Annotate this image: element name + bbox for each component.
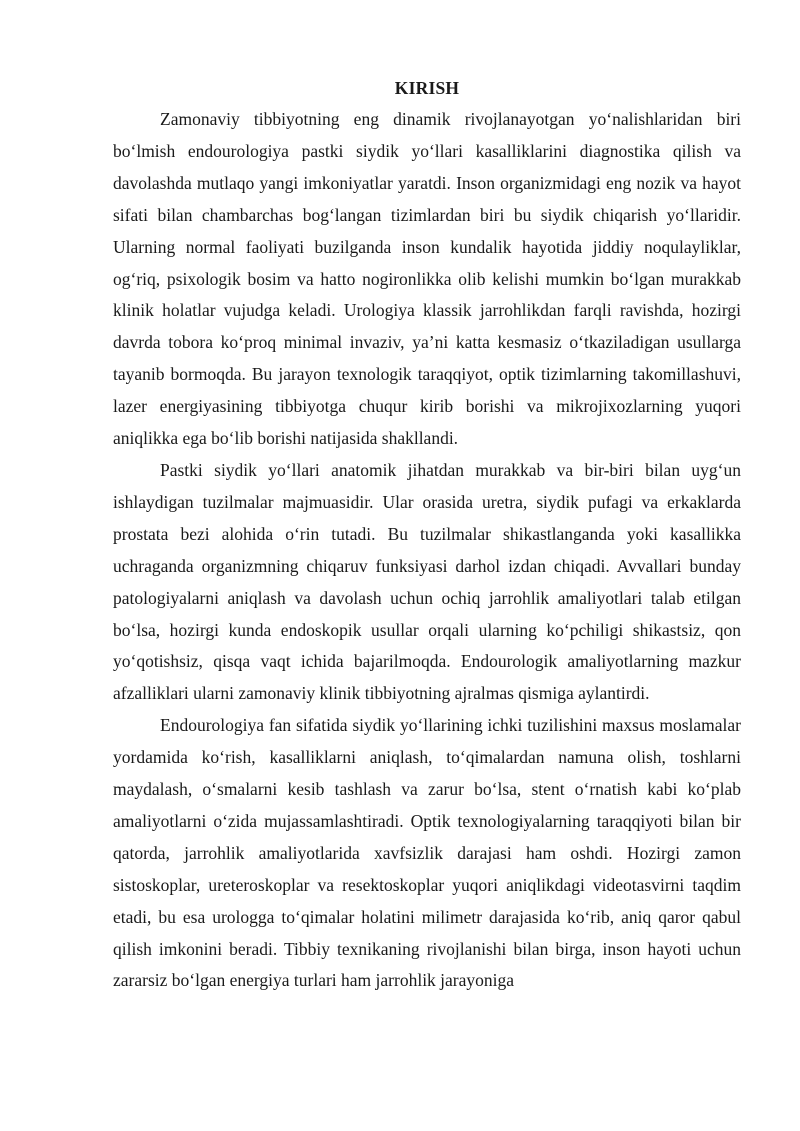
- paragraph-2: Pastki siydik yo‘llari anatomik jihatdan murakkab va bir-biri bilan uyg‘un ishlaydigan tuzilmalar majmuasidir. Ular orasida uretra, siydik pufagi va erkaklarda prostata bezi alohida o‘rin tutadi. Bu tuzilmalar shikastlanganda yoki kasallikka uchraganda organizmning chiqaruv funksiyasi darhol izdan chiqadi. Avvallari bunday patologiyalarni aniqlash va davolash uchun ochiq jarrohlik amaliyotlari talab etilgan bo‘lsa, hozirgi kunda endoskopik usullar orqali ularning ko‘pchiligi shikastsiz, qon yo‘qotishsiz, qisqa vaqt ichida bajarilmoqda. Endourologik amaliyotlarning mazkur afzalliklari ularni zamonaviy klinik tibbiyotning ajralmas qismiga aylantirdi.: [113, 459, 741, 704]
- paragraph-3: Endourologiya fan sifatida siydik yo‘llarining ichki tuzilishini maxsus moslamalar yordamida ko‘rish, kasalliklarni aniqlash, to‘qimalardan namuna olish, toshlarni maydalash, o‘smalarni kesib tashlash va zarur bo‘lsa, stent o‘rnatish kabi ko‘plab amaliyotlarni o‘zida mujassamlashtiradi. Optik texnologiyalarning taraqqiyoti bilan bir qatorda, jarrohlik amaliyotlarida xavfsizlik darajasi ham oshdi. Hozirgi zamon sistoskoplar, ureteroskoplar va resektoskoplar yuqori aniqlikdagi videotasvirni taqdim etadi, bu esa urologga to‘qimalar holatini milimetr darajasida ko‘rib, aniq qaror qabul qilish imkonini beradi. Tibbiy texnikaning rivojlanishi bilan birga, inson hayoti uchun zararsiz bo‘lgan energiya turlari ham jarrohlik jarayoniga: [113, 715, 741, 991]
- section-title: KIRISH: [394, 78, 460, 98]
- document-page: [113, 70, 741, 997]
- paragraph-1: Zamonaviy tibbiyotning eng dinamik rivojlanayotgan yo‘nalishlaridan biri bo‘lmish endourologiya pastki siydik yo‘llari kasalliklarini diagnostika qilish va davolashda mutlaqo yangi imkoniyatlar yaratdi. Inson organizmidagi eng nozik va hayot sifati bilan chambarchas bog‘langan tizimlardan biri bu siydik chiqarish yo‘llaridir. Ularning normal faoliyati buzilganda inson kundalik hayotida jiddiy noqulayliklar, og‘riq, psixologik bosim va hatto nogironlikka olib kelishi mumkin bo‘lgan murakkab klinik holatlar vujudga keladi. Urologiya klassik jarrohlikdan farqli ravishda, hozirgi davrda tobora ko‘proq minimal invaziv, ya’ni katta kesmasiz o‘tkaziladigan usullarga tayanib bormoqda. Bu jarayon texnologik taraqqiyot, optik tizimlarning takomillashuvi, lazer energiyasining tibbiyotga chuqur kirib borishi va mikrojixozlarning yuqori aniqlikka ega bo‘lib borishi natijasida shakllandi.: [113, 109, 741, 449]
